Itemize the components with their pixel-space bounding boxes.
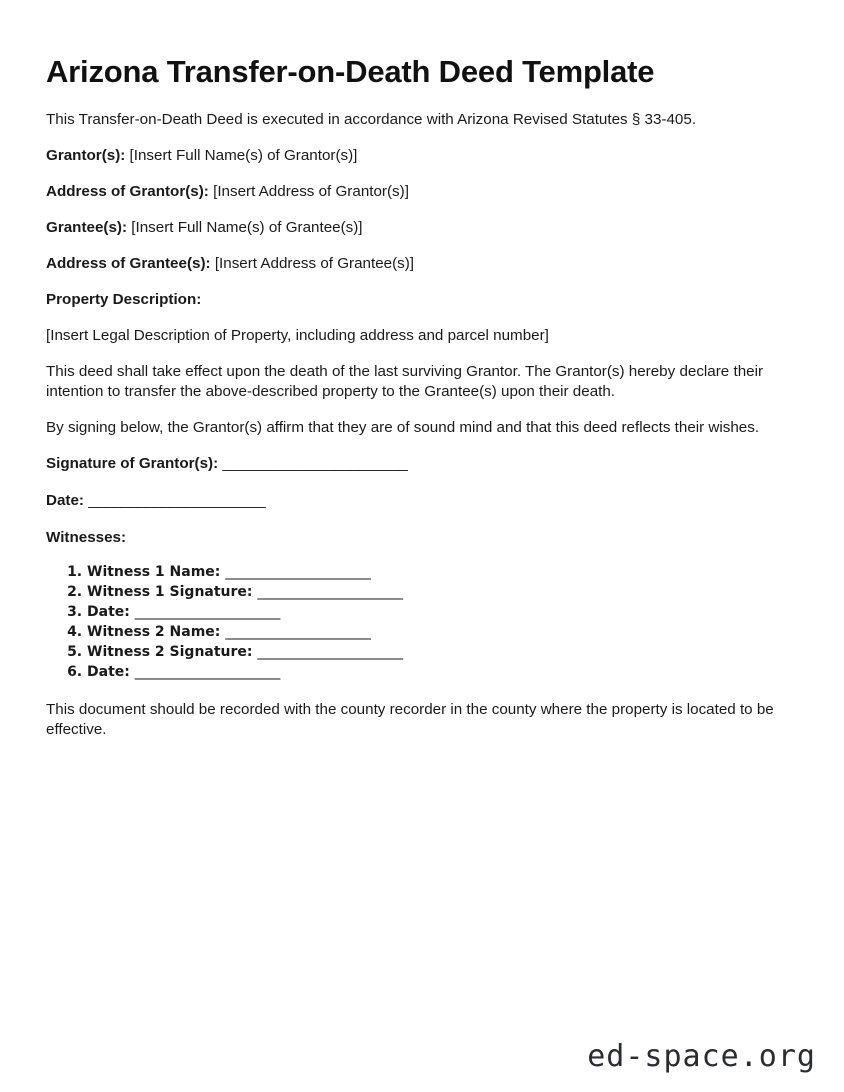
witnesses-heading: Witnesses: — [46, 529, 127, 546]
grantor-date-blank[interactable]: ______________________ — [88, 492, 266, 509]
grantor-signature-blank[interactable]: _______________________ — [222, 455, 408, 472]
witness-item-label: Date: — [87, 664, 130, 680]
closing-paragraph: This document should be recorded with the county recorder in the county where the property is located to be effective. — [46, 701, 774, 738]
witness-item-blank[interactable]: ______________________ — [257, 644, 403, 660]
witness-item-blank[interactable]: ______________________ — [257, 584, 403, 600]
grantor-signature-line — [46, 454, 794, 474]
list-item — [87, 602, 794, 622]
grantee-label: Grantee(s): — [46, 219, 128, 236]
list-item — [87, 582, 794, 602]
witness-item-blank[interactable]: ______________________ — [225, 564, 371, 580]
affirmation-clause: By signing below, the Grantor(s) affirm that they are of sound mind and that this deed reflects their wishes. — [46, 419, 760, 436]
grantor-value: [Insert Full Name(s) of Grantor(s)] — [129, 147, 358, 164]
grantor-address-field — [46, 182, 794, 202]
witness-item-label: Witness 2 Signature: — [87, 644, 253, 660]
grantee-address-value: [Insert Address of Grantee(s)] — [214, 255, 415, 272]
list-item — [87, 622, 794, 642]
grantee-field — [46, 218, 794, 238]
grantee-address-label: Address of Grantee(s): — [46, 255, 211, 272]
grantor-date-line — [46, 491, 794, 511]
list-item — [87, 642, 794, 662]
site-watermark: ed-space.org — [587, 1039, 816, 1074]
grantee-value: [Insert Full Name(s) of Grantee(s)] — [131, 219, 363, 236]
witness-item-blank[interactable]: ______________________ — [134, 604, 280, 620]
property-description-label: Property Description: — [46, 291, 202, 308]
grantor-signature-label: Signature of Grantor(s): — [46, 455, 219, 472]
witness-list — [46, 562, 794, 682]
grantee-address-field — [46, 254, 794, 274]
witness-item-label: Date: — [87, 604, 130, 620]
grantor-field — [46, 146, 794, 166]
grantor-address-label: Address of Grantor(s): — [46, 183, 209, 200]
grantor-date-label: Date: — [46, 492, 84, 509]
witness-item-label: Witness 1 Signature: — [87, 584, 253, 600]
list-item — [87, 662, 794, 682]
intro-paragraph: This Transfer-on-Death Deed is executed in accordance with Arizona Revised Statutes § 33-405. — [46, 111, 697, 128]
witness-item-blank[interactable]: ______________________ — [134, 664, 280, 680]
document-body — [46, 52, 794, 740]
page-title: Arizona Transfer-on-Death Deed Template — [46, 54, 655, 89]
witness-item-label: Witness 2 Name: — [87, 624, 221, 640]
property-description-value: [Insert Legal Description of Property, including address and parcel number] — [46, 327, 549, 344]
effect-clause: This deed shall take effect upon the death of the last surviving Grantor. The Grantor(s) hereby declare their intention to transfer the above-described property to the Grantee(s) upon their death. — [46, 363, 764, 400]
list-item — [87, 562, 794, 582]
grantor-address-value: [Insert Address of Grantor(s)] — [213, 183, 409, 200]
witness-item-label: Witness 1 Name: — [87, 564, 221, 580]
grantor-label: Grantor(s): — [46, 147, 126, 164]
witness-item-blank[interactable]: ______________________ — [225, 624, 371, 640]
